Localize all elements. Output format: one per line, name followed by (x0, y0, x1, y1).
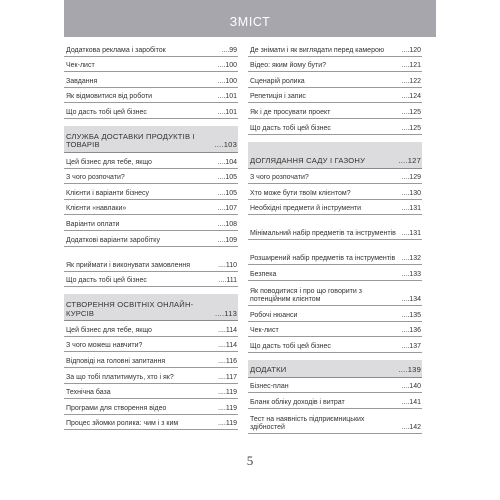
entry-title: Як приймати і виконувати замовлення (66, 261, 191, 269)
entry-page-number: ....141 (401, 398, 421, 406)
entry-title: Відео: яким йому бути? (250, 62, 327, 70)
section-title: ДОДАТКИ (250, 365, 287, 375)
entry-title: З чого розпочати? (250, 174, 309, 182)
toc-entry[interactable] (248, 200, 422, 216)
toc-section-heading[interactable] (64, 126, 238, 153)
entry-title: Як поводитися і про що говорити з потенційним клієнтом (250, 287, 362, 303)
entry-page-number: ....99 (221, 46, 237, 54)
entry-title: Процес зйомки ролика: чим і з ким (66, 420, 179, 428)
toc-entry[interactable] (248, 88, 422, 104)
section-title: СЛУЖБА ДОСТАВКИ ПРОДУКТІВ І ТОВАРІВ (66, 131, 195, 150)
section-page-number: ....139 (398, 365, 421, 375)
entry-page-number: ....104 (217, 158, 237, 166)
toc-entry[interactable] (248, 57, 422, 73)
entry-title: Необхідні предмети й інструменти (250, 205, 362, 213)
entry-title: Тест на наявність підприємницьких здібностей (250, 415, 365, 431)
entry-page-number: ....135 (401, 311, 421, 319)
toc-entry[interactable] (248, 265, 422, 281)
entry-page-number: ....101 (217, 93, 237, 101)
entry-title: Технічна база (66, 389, 111, 397)
entry-page-number: ....111 (218, 277, 237, 285)
entry-title: Цей бізнес для тебе, якщо (66, 158, 152, 166)
toc-section-heading[interactable] (64, 294, 238, 321)
toc-entry[interactable] (64, 184, 238, 200)
toc-entry[interactable] (64, 169, 238, 185)
entry-page-number: ....133 (401, 270, 421, 278)
toc-entry[interactable] (64, 337, 238, 353)
entry-title: Сценарій ролика (250, 77, 305, 85)
entry-page-number: ....119 (218, 404, 237, 412)
entry-page-number: ....120 (401, 46, 421, 54)
toc-entry[interactable] (64, 272, 238, 288)
entry-page-number: ....136 (401, 327, 421, 335)
entry-page-number: ....137 (401, 342, 421, 350)
entry-title: За що тобі платитимуть, хто і як? (66, 373, 174, 381)
entry-title: Безпека (250, 270, 277, 278)
entry-title: Мінімальний набір предметів та інструментів (250, 230, 396, 238)
entry-title: З чого розпочати? (66, 174, 125, 182)
toc-section-heading[interactable] (248, 360, 422, 378)
section-spacer (64, 119, 238, 126)
toc-entry[interactable] (248, 240, 422, 265)
entry-page-number: ....125 (401, 108, 421, 116)
toc-entry[interactable] (64, 352, 238, 368)
toc-entry[interactable] (248, 215, 422, 240)
entry-title: Що дасть тобі цей бізнес (250, 124, 331, 132)
entry-page-number: ....114 (218, 326, 237, 334)
contents-banner (64, 0, 436, 37)
entry-page-number: ....100 (217, 77, 237, 85)
entry-page-number: ....121 (401, 62, 421, 70)
toc-entry[interactable] (248, 119, 422, 135)
entry-page-number: ....107 (217, 205, 237, 213)
entry-page-number: ....140 (401, 383, 421, 391)
entry-title: Клієнти і варіанти бізнесу (66, 189, 150, 197)
entry-page-number: ....105 (217, 174, 237, 182)
entry-title: Чек-лист (250, 327, 279, 335)
entry-page-number: ....108 (217, 220, 237, 228)
entry-page-number: ....131 (401, 230, 421, 238)
toc-entry[interactable] (248, 378, 422, 394)
toc-section-heading[interactable] (248, 142, 422, 169)
toc-right-column (248, 41, 422, 434)
toc-entry[interactable] (248, 281, 422, 306)
entry-title: Що дасть тобі цей бізнес (66, 277, 147, 285)
toc-entry[interactable] (248, 169, 422, 185)
entry-page-number: ....119 (218, 420, 237, 428)
section-spacer (64, 287, 238, 294)
entry-page-number: ....122 (401, 77, 421, 85)
entry-page-number: ....119 (218, 389, 237, 397)
toc-entry[interactable] (64, 231, 238, 247)
entry-title: Що дасть тобі цей бізнес (66, 108, 147, 116)
entry-page-number: ....100 (217, 62, 237, 70)
toc-entry[interactable] (248, 393, 422, 409)
entry-title: Додаткові варіанти заробітку (66, 236, 160, 244)
section-title: СТВОРЕННЯ ОСВІТНІХ ОНЛАЙН-КУРСІВ (66, 299, 194, 318)
entry-page-number: ....129 (401, 174, 421, 182)
toc-entry[interactable] (64, 215, 238, 231)
entry-title: Клієнти «навлаки» (66, 205, 127, 213)
entry-title: Як і де просувати проект (250, 108, 331, 116)
entry-title: З чого можеш навчити? (66, 342, 143, 350)
entry-title: Розширений набір предметів та інструментів (250, 255, 396, 263)
toc-entry[interactable] (64, 88, 238, 104)
entry-title: Хто може бути твоїм клієнтом? (250, 189, 351, 197)
toc-entry[interactable] (248, 41, 422, 57)
entry-title: Де знімати і як виглядати перед камерою (250, 46, 385, 54)
toc-entry[interactable] (248, 322, 422, 338)
entry-title: Додаткова реклама і заробіток (66, 46, 166, 54)
toc-entry[interactable] (248, 103, 422, 119)
toc-entry[interactable] (64, 72, 238, 88)
toc-entry[interactable] (64, 321, 238, 337)
entry-title: Що дасть тобі цей бізнес (250, 342, 331, 350)
toc-left-column (64, 41, 238, 430)
entry-page-number: ....101 (217, 108, 237, 116)
entry-title: Бізнес-план (250, 383, 289, 391)
entry-page-number: ....132 (401, 255, 421, 263)
entry-page-number: ....130 (401, 189, 421, 197)
entry-page-number: ....134 (401, 295, 421, 303)
toc-entry[interactable] (64, 41, 238, 57)
page-number: 5 (246, 453, 254, 468)
toc-entry[interactable] (64, 415, 238, 431)
entry-title: Як відмовитися від роботи (66, 93, 153, 101)
entry-page-number: ....142 (401, 423, 421, 431)
entry-page-number: ....114 (218, 342, 237, 350)
entry-page-number: ....124 (401, 93, 421, 101)
toc-entry[interactable] (248, 72, 422, 88)
toc-entry[interactable] (64, 103, 238, 119)
toc-entry[interactable] (64, 384, 238, 400)
section-spacer (248, 135, 422, 142)
entry-page-number: ....109 (217, 236, 237, 244)
entry-page-number: ....105 (217, 189, 237, 197)
section-page-number: ....103 (214, 140, 237, 150)
entry-title: Програми для створення відео (66, 404, 167, 412)
toc-entry[interactable] (64, 153, 238, 169)
entry-title: Завдання (66, 77, 98, 85)
toc-entry[interactable] (64, 200, 238, 216)
entry-title: Чек-лист (66, 62, 95, 70)
entry-title: Варіанти оплати (66, 220, 120, 228)
toc-entry[interactable] (248, 409, 422, 434)
section-page-number: ....113 (215, 308, 237, 318)
entry-page-number: ....116 (218, 357, 237, 365)
toc-entry[interactable] (64, 399, 238, 415)
toc-entry[interactable] (248, 184, 422, 200)
entry-page-number: ....117 (218, 373, 237, 381)
section-spacer (248, 353, 422, 360)
toc-entry[interactable] (248, 306, 422, 322)
contents-title: ЗМІСТ (229, 15, 271, 29)
entry-page-number: ....110 (218, 261, 237, 269)
toc-entry[interactable] (64, 57, 238, 73)
entry-title: Репетиція і запис (250, 93, 306, 101)
entry-page-number: ....131 (401, 205, 421, 213)
entry-page-number: ....125 (401, 124, 421, 132)
toc-entry[interactable] (248, 337, 422, 353)
section-page-number: ....127 (398, 155, 421, 165)
toc-entry[interactable] (64, 368, 238, 384)
section-title: ДОГЛЯДАННЯ САДУ І ГАЗОНУ (250, 155, 366, 165)
entry-title: Бланк обліку доходів і витрат (250, 398, 345, 406)
toc-entry[interactable] (64, 247, 238, 272)
entry-title: Робочі нюанси (250, 311, 298, 319)
entry-title: Цей бізнес для тебе, якщо (66, 326, 152, 334)
entry-title: Відповіді на головні запитання (66, 357, 166, 365)
